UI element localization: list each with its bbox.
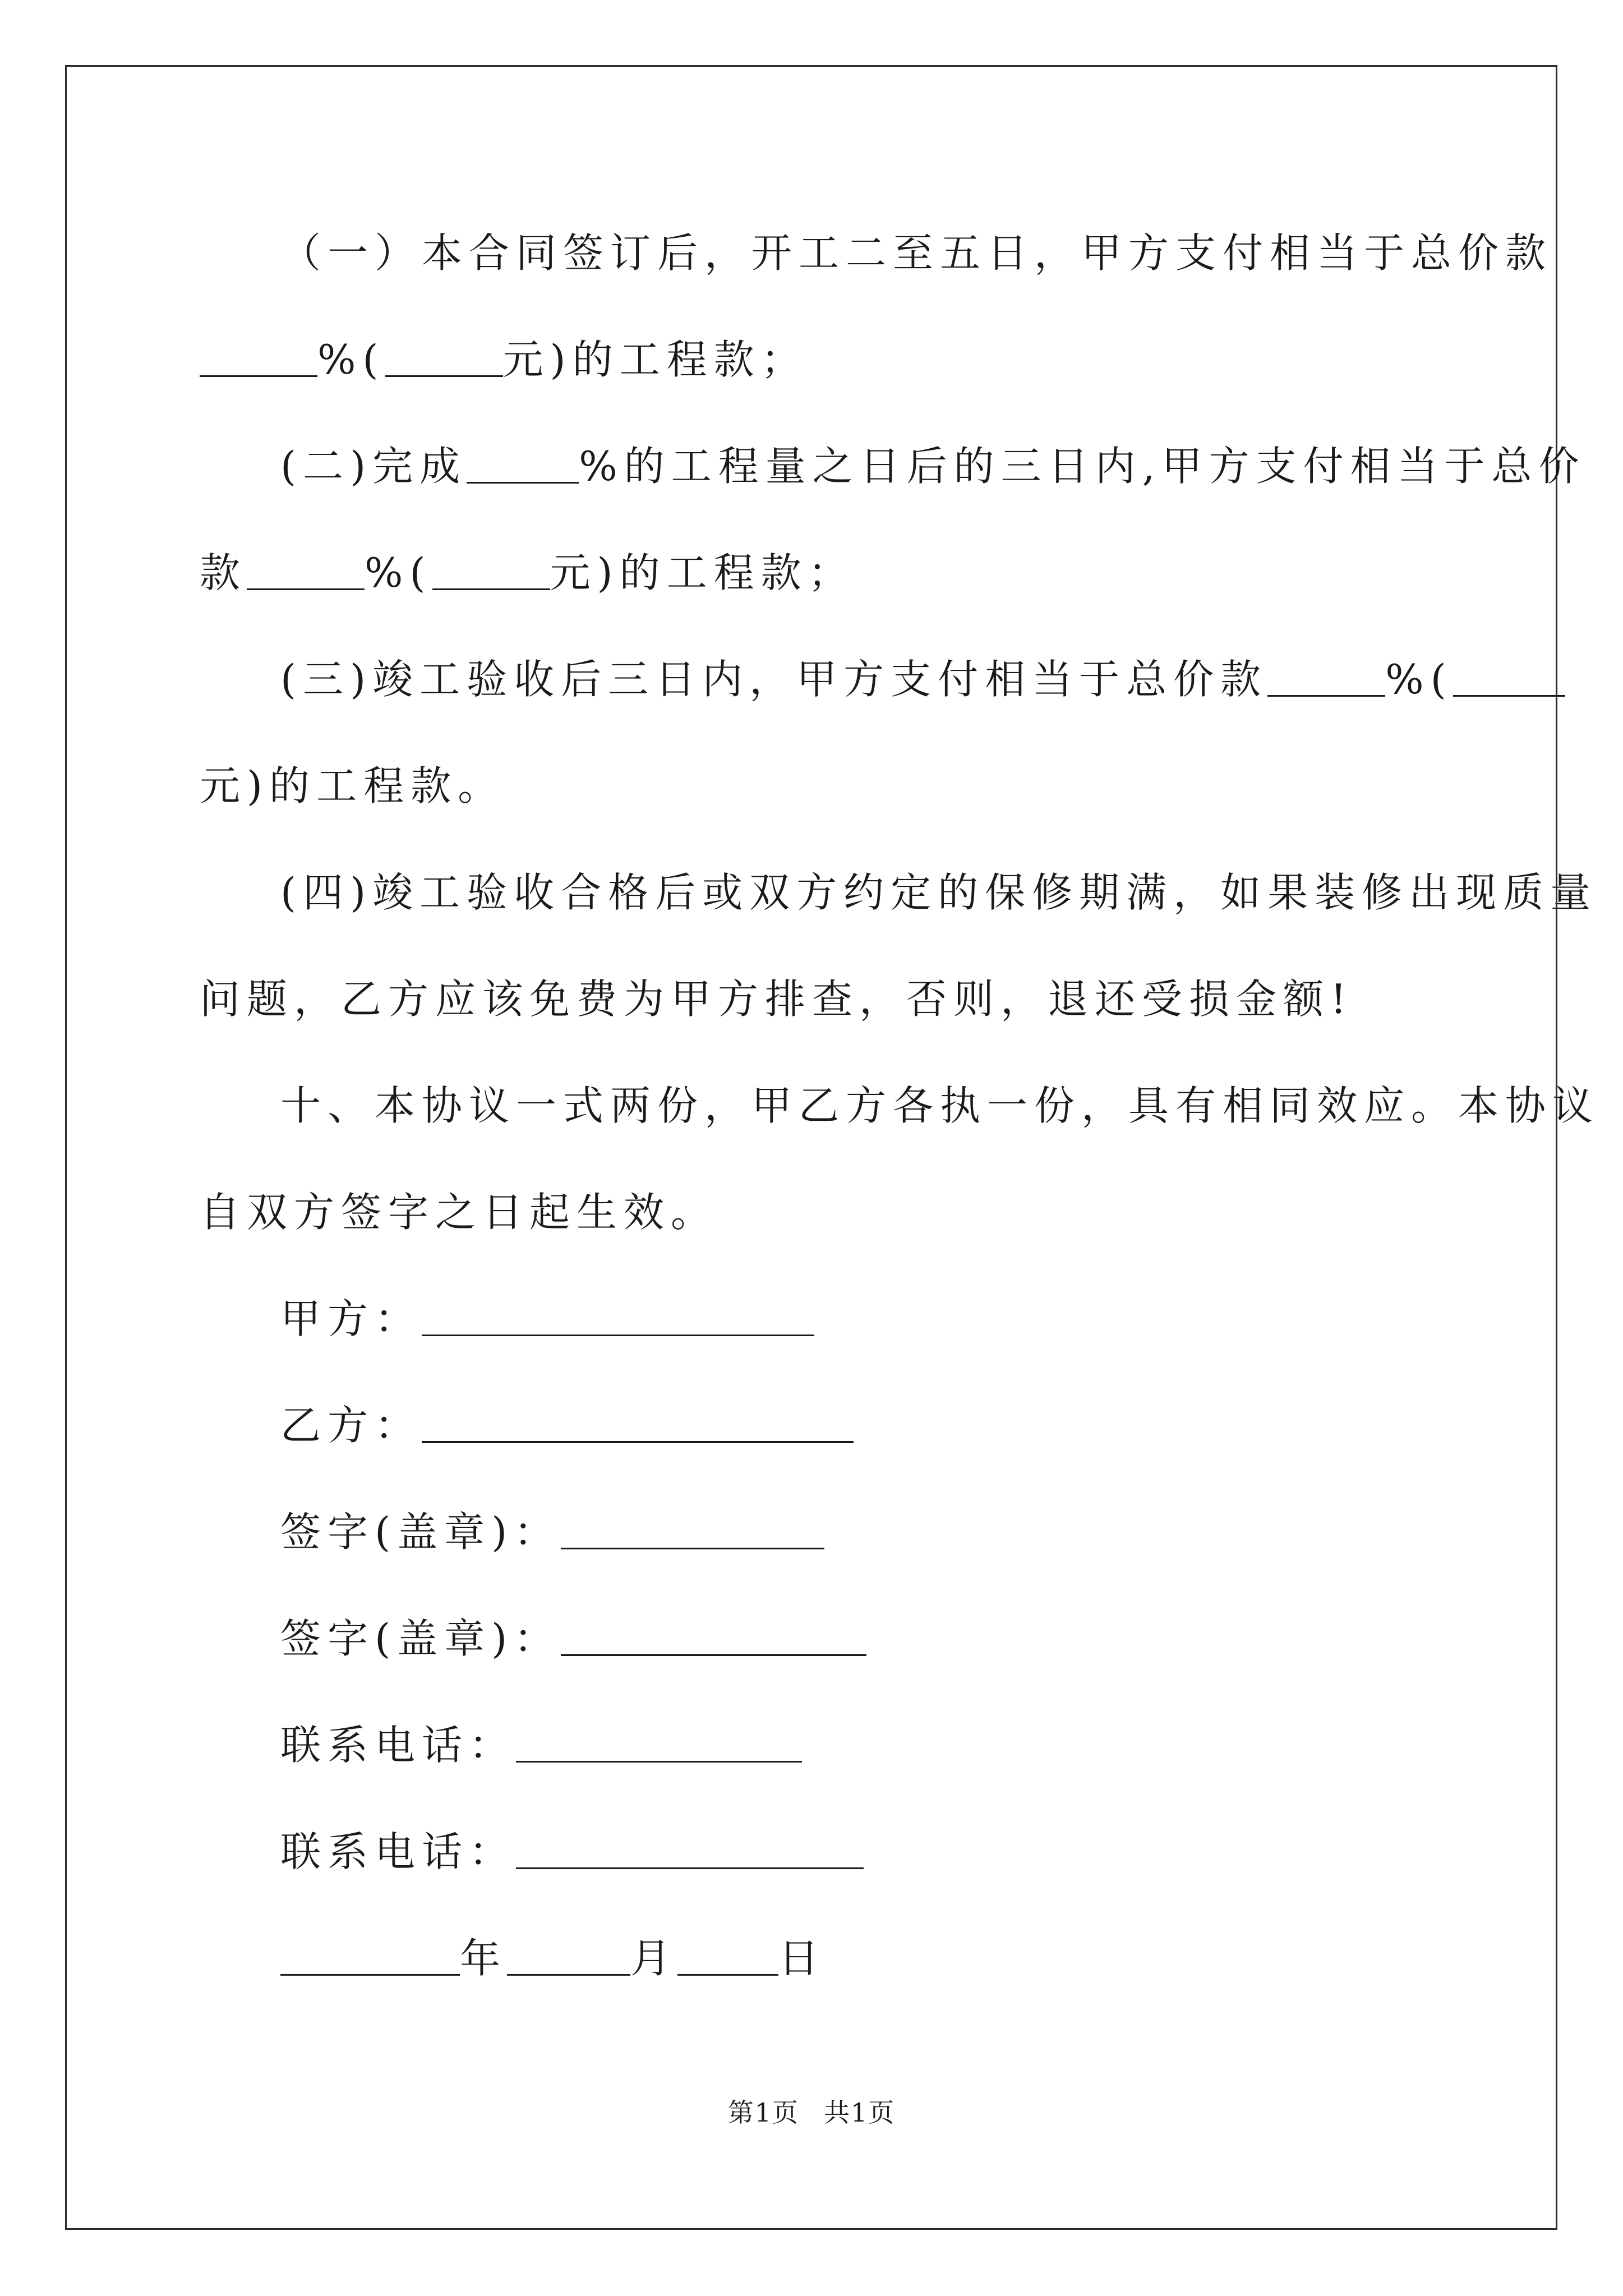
amount-label: 元)的工程款； bbox=[550, 549, 855, 596]
paragraph-4-line-2 bbox=[200, 976, 1353, 1023]
amount-blank[interactable] bbox=[385, 342, 503, 377]
page-footer bbox=[0, 2092, 1623, 2129]
month-field[interactable] bbox=[507, 1940, 630, 1976]
party-a-row bbox=[280, 1295, 814, 1342]
paragraph-5-line-1 bbox=[280, 1082, 1600, 1129]
signature-b-label: 签字(盖章)： bbox=[280, 1615, 561, 1662]
party-a-field[interactable] bbox=[422, 1301, 814, 1336]
signature-b-row bbox=[280, 1615, 866, 1662]
paragraph-2-text: 款 bbox=[200, 549, 247, 596]
phone-a-field[interactable] bbox=[516, 1727, 802, 1763]
paragraph-2-line-2 bbox=[200, 549, 855, 596]
phone-a-label: 联系电话： bbox=[280, 1722, 517, 1769]
phone-a-row bbox=[280, 1722, 802, 1769]
page-total: 共1页 bbox=[824, 2097, 896, 2128]
paragraph-3-text: 元)的工程款。 bbox=[200, 762, 505, 809]
phone-b-row bbox=[280, 1828, 864, 1875]
amount-blank[interactable] bbox=[1453, 661, 1565, 697]
day-label: 日 bbox=[778, 1935, 826, 1982]
phone-b-field[interactable] bbox=[516, 1834, 864, 1869]
paragraph-4-line-1 bbox=[280, 869, 1598, 916]
signature-a-field[interactable] bbox=[561, 1514, 824, 1549]
page-number: 第1页 bbox=[727, 2097, 799, 2128]
signature-a-label: 签字(盖章)： bbox=[280, 1508, 561, 1556]
paragraph-5-text: 十、本协议一式两份，甲乙方各执一份，具有相同效应。本协议 bbox=[280, 1082, 1600, 1129]
paragraph-5-text: 自双方签字之日起生效。 bbox=[200, 1189, 718, 1236]
paragraph-1-line-1 bbox=[280, 229, 1553, 277]
amount-label: 元)的工程款； bbox=[502, 336, 808, 383]
percent-blank[interactable] bbox=[247, 555, 365, 590]
paragraph-4-text: 问题，乙方应该免费为甲方排查，否则，退还受损金额! bbox=[200, 976, 1353, 1023]
paragraph-2-text: (二)完成 bbox=[280, 443, 467, 490]
paragraph-5-line-2 bbox=[200, 1189, 718, 1236]
month-label: 月 bbox=[630, 1935, 678, 1982]
paragraph-4-text: (四)竣工验收合格后或双方约定的保修期满，如果装修出现质量 bbox=[280, 869, 1598, 916]
percent-blank[interactable] bbox=[1267, 661, 1385, 697]
party-b-field[interactable] bbox=[422, 1407, 854, 1443]
amount-blank[interactable] bbox=[432, 555, 550, 590]
percent-blank[interactable] bbox=[467, 448, 579, 484]
year-label: 年 bbox=[460, 1935, 508, 1982]
paragraph-3-line-2 bbox=[200, 762, 505, 809]
paragraph-2-text: %的工程量之日后的三日内,甲方支付相当于总价 bbox=[579, 443, 1586, 490]
paragraph-3-line-1 bbox=[280, 656, 1565, 703]
paragraph-2-line-1 bbox=[280, 443, 1586, 490]
percent-blank[interactable] bbox=[200, 342, 317, 377]
year-field[interactable] bbox=[280, 1940, 460, 1976]
percent-label: %( bbox=[365, 549, 432, 596]
signature-a-row bbox=[280, 1508, 824, 1556]
day-field[interactable] bbox=[677, 1940, 778, 1976]
percent-label: %( bbox=[317, 336, 385, 383]
phone-b-label: 联系电话： bbox=[280, 1828, 517, 1875]
signature-b-field[interactable] bbox=[561, 1621, 866, 1656]
date-row bbox=[280, 1935, 826, 1982]
page-border bbox=[65, 65, 1557, 2230]
party-b-row bbox=[280, 1402, 854, 1449]
paragraph-1-text: （一）本合同签订后，开工二至五日，甲方支付相当于总价款 bbox=[280, 229, 1553, 277]
party-a-label: 甲方： bbox=[280, 1295, 422, 1342]
paragraph-3-text: (三)竣工验收后三日内，甲方支付相当于总价款 bbox=[280, 656, 1268, 703]
percent-label: %( bbox=[1385, 656, 1453, 703]
paragraph-1-line-2 bbox=[200, 336, 808, 383]
party-b-label: 乙方： bbox=[280, 1402, 422, 1449]
